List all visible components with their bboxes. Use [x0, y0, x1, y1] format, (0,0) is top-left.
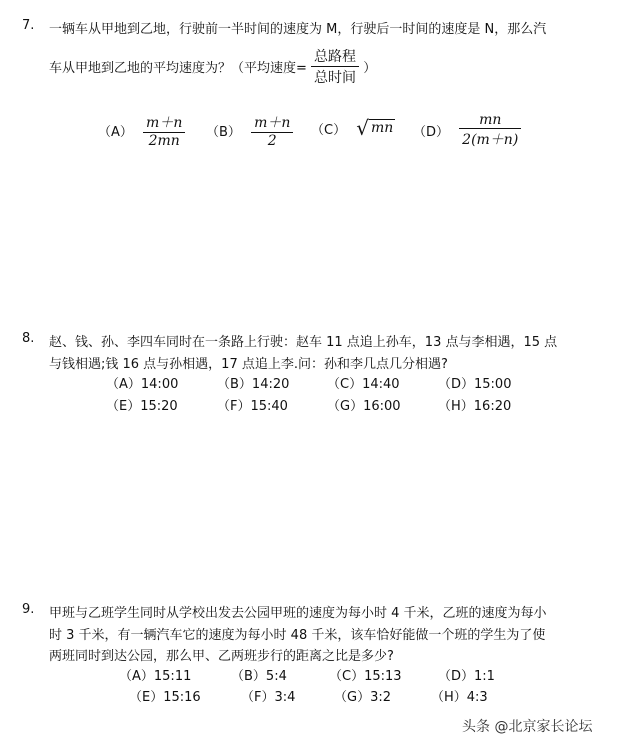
- q8-option-d: （D）15:00: [438, 377, 512, 392]
- q8-option-h: （H）16:20: [438, 399, 512, 414]
- q9-line1: 甲班与乙班学生同时从学校出发去公园甲班的速度为每小时 4 千米，乙班的速度为每小: [49, 606, 547, 621]
- q7-option-d-label: （D）: [413, 125, 450, 140]
- q7-option-c-radicand: mn: [370, 120, 394, 136]
- q9-option-d: （D）1:1: [438, 669, 495, 684]
- q7-line2-prefix: 车从甲地到乙地的平均速度为？（平均速度=: [49, 61, 307, 76]
- q7-option-b-fraction: [251, 112, 293, 149]
- q9-line3: 两班同时到达公园，那么甲、乙两班步行的距离之比是多少?: [49, 649, 394, 664]
- q7-option-d: [413, 112, 521, 149]
- q7-option-c-sqrt: [356, 116, 395, 140]
- q7-option-d-fraction: [459, 112, 521, 149]
- q7-option-d-denominator: 2(m＋n): [459, 128, 521, 149]
- q7-option-c-label: （C）: [311, 122, 347, 138]
- q7-option-a-denominator: 2mn: [143, 132, 185, 149]
- q9-option-c: （C）15:13: [329, 669, 402, 684]
- square-root-icon: √: [356, 116, 369, 140]
- q7-option-c: [311, 116, 395, 140]
- q7-frac-denominator: 总时间: [311, 66, 359, 87]
- q9-option-f: （F）3:4: [241, 690, 296, 705]
- q8-option-c: （C）14:40: [327, 377, 400, 392]
- q9-option-e: （E）15:16: [129, 690, 201, 705]
- q7-line2-suffix: ）: [363, 61, 377, 76]
- q8-line1: 赵、钱、孙、李四车同时在一条路上行驶：赵车 11 点追上孙车，13 点与李相遇，15 点: [49, 335, 558, 350]
- q7-line2: [49, 46, 376, 87]
- q7-option-d-numerator: mn: [479, 112, 502, 128]
- q7-line1: 一辆车从甲地到乙地，行驶前一半时间的速度为 M，行驶后一时间的速度是 N，那么汽: [49, 22, 547, 37]
- q8-option-e: （E）15:20: [106, 399, 178, 414]
- q9-line2: 时 3 千米，有一辆汽车它的速度为每小时 48 千米，该车恰好能做一个班的学生为了使: [49, 628, 546, 643]
- q8-number: 8.: [22, 331, 35, 346]
- q7-average-speed-fraction: [311, 46, 359, 87]
- q7-option-a-numerator: m＋n: [146, 115, 183, 131]
- q9-option-b: （B）5:4: [231, 669, 287, 684]
- q7-option-b-numerator: m＋n: [254, 115, 291, 131]
- q8-line2: 与钱相遇;钱 16 点与孙相遇，17 点追上李.问：孙和李几点几分相遇?: [49, 357, 448, 372]
- q7-option-b-denominator: 2: [251, 132, 293, 149]
- q7-option-b: [206, 112, 293, 149]
- q8-option-g: （G）16:00: [327, 399, 401, 414]
- q7-option-a-fraction: [143, 112, 185, 149]
- q7-option-a: [98, 112, 185, 149]
- q7-frac-numerator: 总路程: [314, 49, 357, 65]
- q9-number: 9.: [22, 602, 35, 617]
- q9-option-h: （H）4:3: [431, 690, 488, 705]
- q9-option-g: （G）3:2: [334, 690, 391, 705]
- q7-option-a-label: （A）: [98, 125, 133, 140]
- q7-option-b-label: （B）: [206, 125, 241, 140]
- q9-option-a: （A）15:11: [119, 669, 192, 684]
- q8-option-a: （A）14:00: [106, 377, 179, 392]
- watermark: 头条 @北京家长论坛: [462, 719, 593, 735]
- q7-number: 7.: [22, 18, 35, 33]
- q8-option-f: （F）15:40: [217, 399, 288, 414]
- q8-option-b: （B）14:20: [217, 377, 290, 392]
